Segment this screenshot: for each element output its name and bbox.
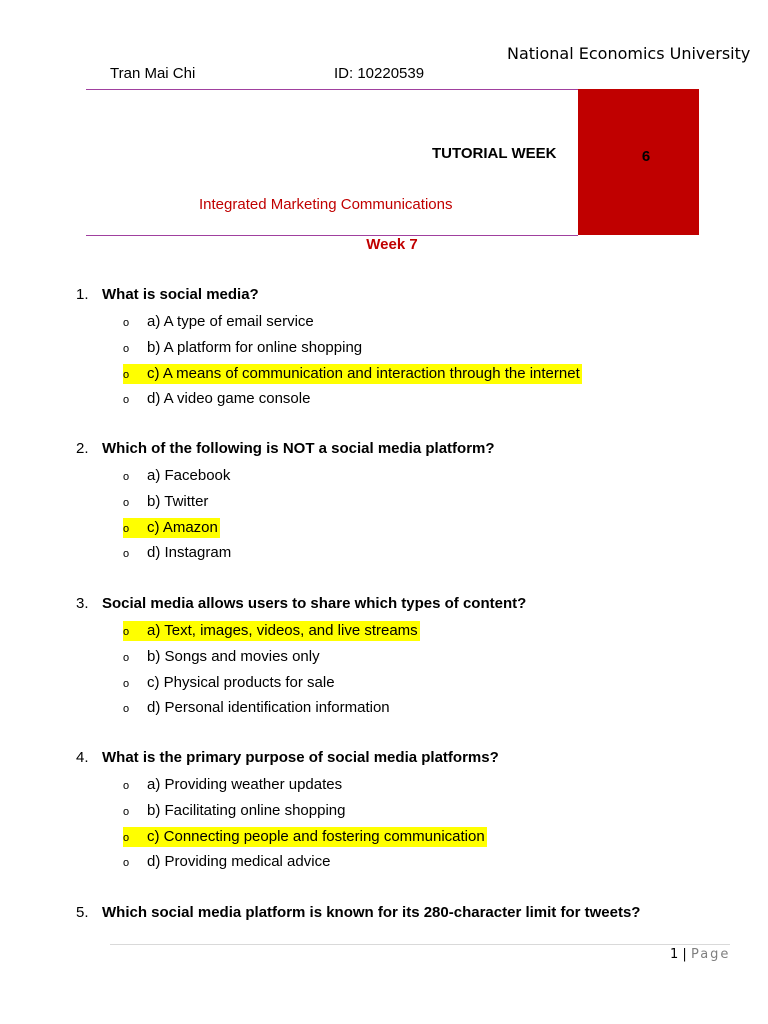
question-text: What is social media? — [102, 286, 259, 303]
tutorial-title: TUTORIAL WEEK — [432, 145, 557, 162]
option-text: c) Amazon — [147, 519, 218, 536]
question-text: Social media allows users to share which types of content? — [102, 595, 527, 612]
option-text: d) Personal identification information — [147, 699, 390, 716]
page-word: Page — [690, 947, 731, 962]
option-text: a) Providing weather updates — [147, 776, 343, 793]
answer-option — [123, 775, 342, 795]
option-text: b) Facilitating online shopping — [147, 802, 346, 819]
bullet-icon: o — [123, 780, 130, 792]
question-text: Which social media platform is known for its 280-character limit for tweets? — [102, 904, 641, 921]
answer-option — [123, 801, 345, 821]
option-text: a) Text, images, videos, and live streams — [147, 622, 418, 639]
page-footer — [670, 947, 730, 962]
question-4 — [76, 749, 499, 766]
option-text: a) A type of email service — [147, 313, 314, 330]
option-text: d) Providing medical advice — [147, 853, 331, 870]
bullet-icon: o — [123, 652, 130, 664]
bullet-icon: o — [123, 343, 130, 355]
question-number: 5. — [76, 904, 89, 921]
answer-option-highlighted — [123, 518, 220, 538]
question-text: What is the primary purpose of social media platforms? — [102, 749, 499, 766]
course-title: Integrated Marketing Communications — [199, 196, 453, 213]
bullet-icon: o — [123, 806, 130, 818]
answer-option — [123, 543, 231, 563]
option-text: a) Facebook — [147, 467, 231, 484]
footer-separator: | — [682, 947, 687, 962]
question-number: 3. — [76, 595, 89, 612]
option-text: b) Twitter — [147, 493, 209, 510]
answer-option — [123, 698, 390, 718]
answer-option — [123, 673, 335, 693]
question-2 — [76, 440, 495, 457]
page-number: 1 — [670, 947, 679, 962]
tutorial-number: 6 — [641, 148, 651, 165]
answer-option — [123, 647, 320, 667]
bullet-icon: o — [123, 471, 130, 483]
bullet-icon: o — [123, 678, 130, 690]
bullet-icon: o — [123, 369, 130, 381]
bullet-icon: o — [123, 497, 130, 509]
answer-option-highlighted — [123, 621, 420, 641]
option-text: b) A platform for online shopping — [147, 339, 363, 356]
option-text: c) Physical products for sale — [147, 674, 335, 691]
bullet-icon: o — [123, 857, 130, 869]
question-3 — [76, 595, 526, 612]
option-text: b) Songs and movies only — [147, 648, 320, 665]
week-label: Week 7 — [366, 236, 418, 253]
bullet-icon: o — [123, 832, 130, 844]
answer-option — [123, 466, 230, 486]
university-name: National Economics University — [507, 44, 751, 63]
bullet-icon: o — [123, 523, 130, 535]
question-number: 2. — [76, 440, 89, 457]
question-number: 4. — [76, 749, 89, 766]
student-id: ID: 10220539 — [334, 65, 425, 82]
bullet-icon: o — [123, 317, 130, 329]
question-text: Which of the following is NOT a social media platform? — [102, 440, 495, 457]
option-text: c) Connecting people and fostering communication — [147, 828, 485, 845]
bullet-icon: o — [123, 394, 130, 406]
answer-option — [123, 852, 330, 872]
bullet-icon: o — [123, 703, 130, 715]
answer-option-highlighted — [123, 364, 582, 384]
bullet-icon: o — [123, 548, 130, 560]
answer-option — [123, 389, 310, 409]
footer-rule — [110, 944, 730, 945]
answer-option — [123, 312, 314, 332]
option-text: c) A means of communication and interaction through the internet — [147, 365, 580, 382]
answer-option — [123, 492, 208, 512]
header-top-rule — [86, 89, 578, 90]
question-5 — [76, 904, 640, 921]
option-text: d) Instagram — [147, 544, 232, 561]
option-text: d) A video game console — [147, 390, 311, 407]
answer-option-highlighted — [123, 827, 487, 847]
question-1 — [76, 286, 259, 303]
answer-option — [123, 338, 362, 358]
student-name: Tran Mai Chi — [110, 65, 196, 82]
bullet-icon: o — [123, 626, 130, 638]
question-number: 1. — [76, 286, 89, 303]
